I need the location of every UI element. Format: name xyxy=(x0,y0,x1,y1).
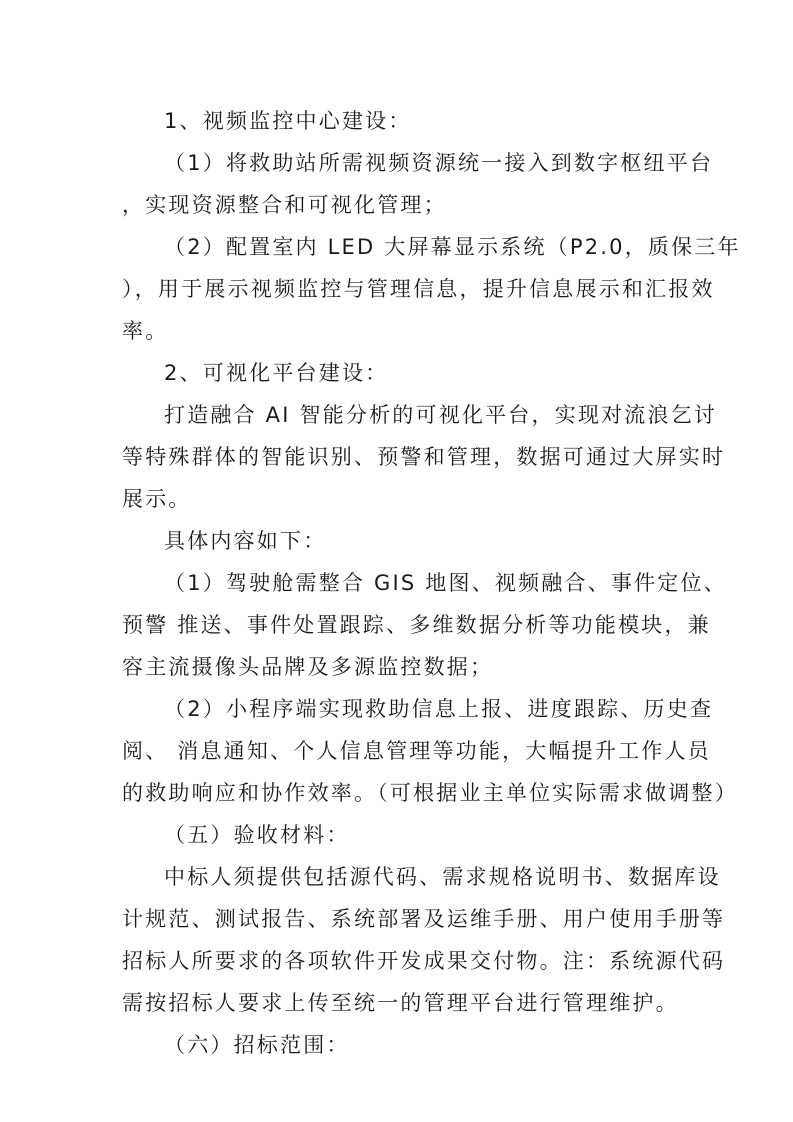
text-line: ，实现资源整合和可视化管理； xyxy=(122,193,447,217)
text-line: 的救助响应和协作效率。（可根据业主单位实际需求做调整） xyxy=(122,781,738,805)
text-line: 中标人须提供包括源代码、需求规格说明书、数据库设 xyxy=(164,865,721,889)
text-line: （2）配置室内 LED 大屏幕显示系统（P2.0，质保三年 xyxy=(164,235,741,259)
section-heading-video-center: 1、视频监控中心建设： xyxy=(164,109,412,133)
document-body xyxy=(122,100,741,1066)
section-heading-visual-platform: 2、可视化平台建设： xyxy=(164,361,389,385)
text-line: 打造融合 AI 智能分析的可视化平台，实现对流浪乞讨 xyxy=(164,403,718,427)
text-line: 率。 xyxy=(122,319,169,343)
text-line: 需按招标人要求上传至统一的管理平台进行管理维护。 xyxy=(122,991,679,1015)
text-line: （2）小程序端实现救助信息上报、进度跟踪、历史查 xyxy=(164,697,714,721)
text-line: 招标人所要求的各项软件开发成果交付物。注：系统源代码 xyxy=(122,949,726,973)
text-line: （1）将救助站所需视频资源统一接入到数字枢纽平台 xyxy=(164,151,714,175)
text-line: （1）驾驶舱需整合 GIS 地图、视频融合、事件定位、 xyxy=(164,571,727,595)
text-line: 阅、 消息通知、个人信息管理等功能，大幅提升工作人员 xyxy=(122,739,711,763)
section-heading-scope: （六）招标范围： xyxy=(164,1033,350,1057)
text-line: 容主流摄像头品牌及多源监控数据； xyxy=(122,655,494,679)
text-line: 展示。 xyxy=(122,487,192,511)
section-heading-acceptance: （五）验收材料： xyxy=(164,823,350,847)
subheading-details: 具体内容如下： xyxy=(164,529,327,553)
text-line: 计规范、测试报告、系统部署及运维手册、用户使用手册等 xyxy=(122,907,726,931)
text-line: 等特殊群体的智能识别、预警和管理，数据可通过大屏实时 xyxy=(122,445,726,469)
text-line: 预警 推送、事件处置跟踪、多维数据分析等功能模块，兼 xyxy=(122,613,711,637)
text-line: ），用于展示视频监控与管理信息，提升信息展示和汇报效 xyxy=(122,277,715,301)
